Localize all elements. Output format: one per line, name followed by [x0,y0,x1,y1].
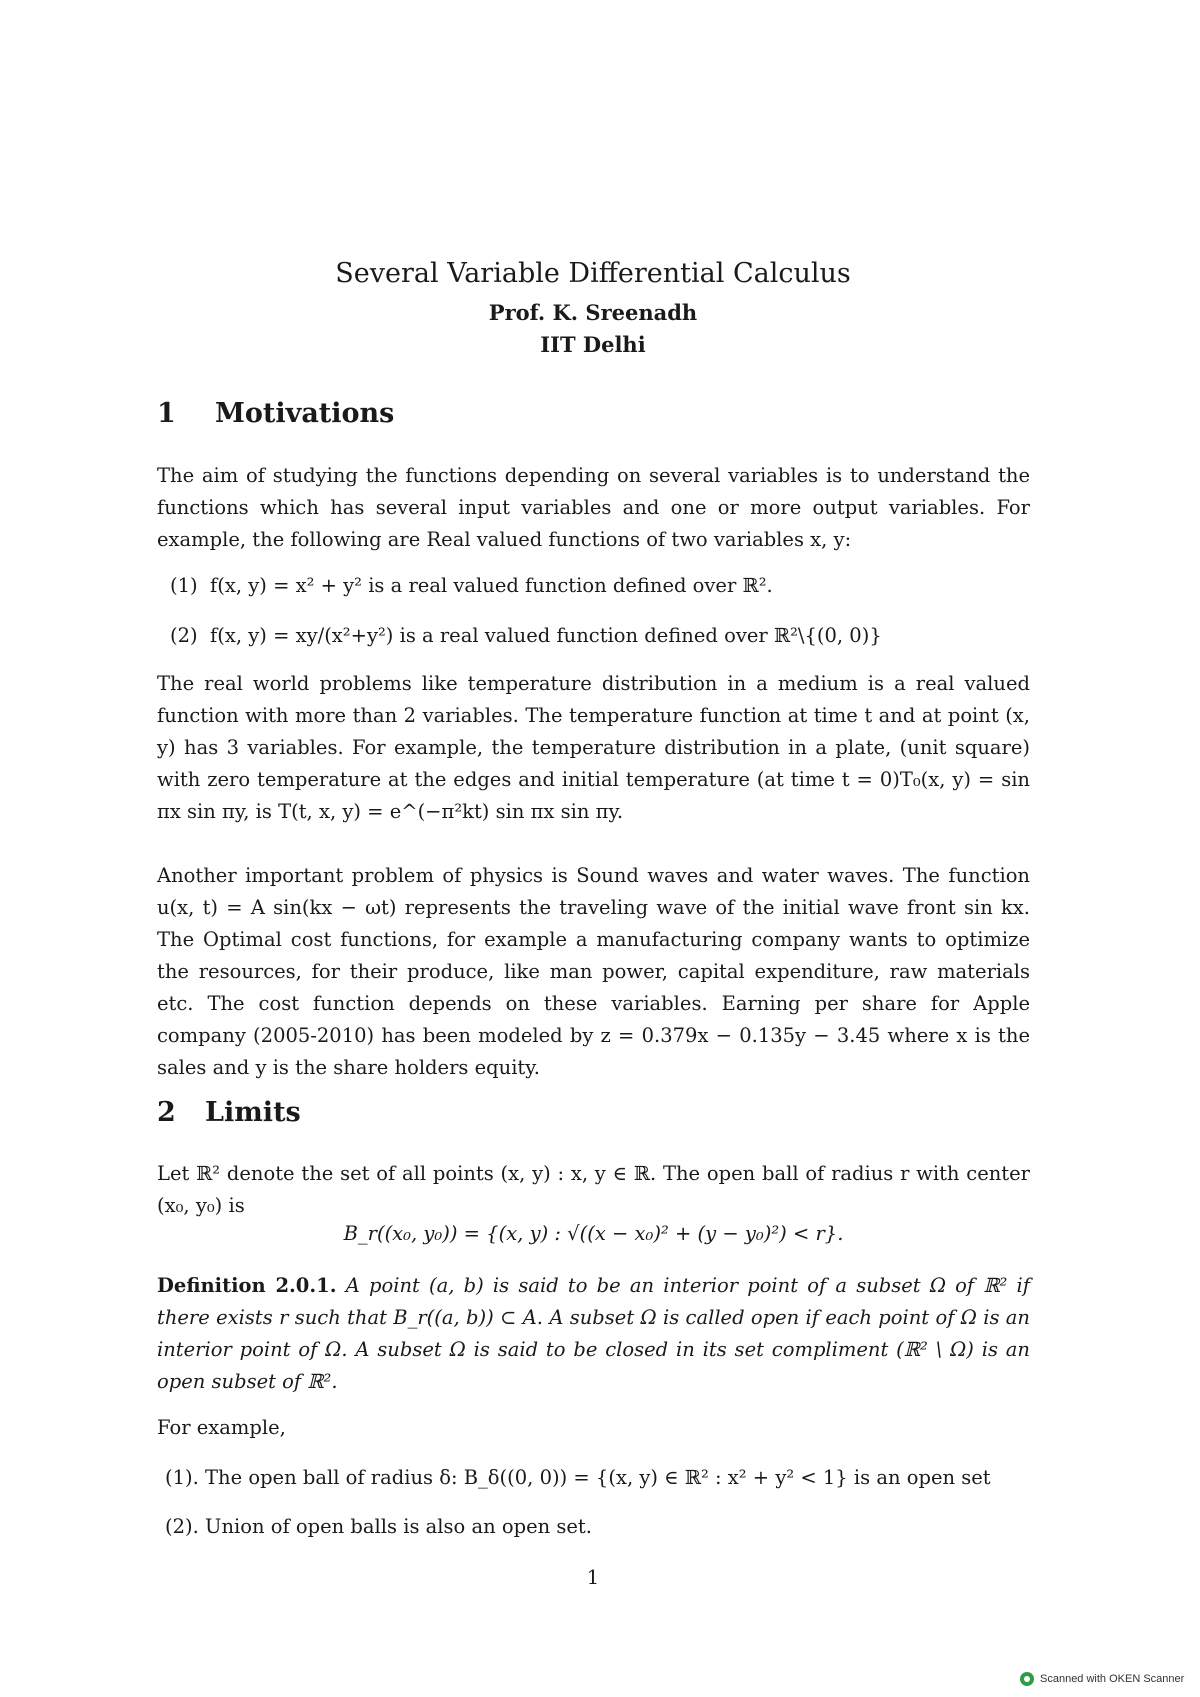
definition-text: A point (a, b) is said to be an interior point of a subset Ω of ℝ² if there exists r such that B_r((a, b)) ⊂ A. A subset Ω is called open if each point of Ω is an interior point of Ω. A subset Ω is said to be closed in its set compliment (ℝ² \ Ω) is an open subset of ℝ². [157,1274,1030,1393]
item-label: (2) [170,624,198,647]
motivation-item-2 [170,620,1030,652]
limits-paragraph-1: Let ℝ² denote the set of all points (x, y) : x, y ∈ ℝ. The open ball of radius r with center (x₀, y₀) is [157,1162,1030,1217]
motivation-item-1 [170,570,1030,602]
section-1-title: Motivations [215,398,395,429]
author-affiliation: IIT Delhi [540,332,646,357]
item-label: (2). [165,1515,199,1538]
section-1-number: 1 [157,398,176,429]
definition-2-0-1 [157,1270,1030,1398]
section-2-title: Limits [205,1097,301,1128]
scanner-text: Scanned with OKEN Scanner [1040,1672,1185,1685]
item-text: Union of open balls is also an open set. [205,1515,592,1538]
motivation-paragraph-2: The real world problems like temperature distribution in a medium is a real valued function with more than 2 variables. The temperature function at time t and at point (x, y) has 3 variables. For example, the temperature distribution in a plate, (unit square) with zero temperature at the edges and initial temperature (at time t = 0)T₀(x, y) = sin πx sin πy, is T(t, x, y) = e^(−π²kt) sin πx sin πy. [157,672,1030,823]
page-number: 1 [586,1566,600,1589]
section-2-number: 2 [157,1097,176,1128]
example-intro: For example, [157,1416,286,1439]
scanner-logo-icon [1020,1672,1034,1686]
item-label: (1). [165,1466,199,1489]
item-text: f(x, y) = xy/(x²+y²) is a real valued function defined over ℝ²\{(0, 0)} [210,624,882,647]
paper-title: Several Variable Differential Calculus [335,258,851,289]
open-ball-equation: B_r((x₀, y₀)) = {(x, y) : √((x − x₀)² + (y − y₀)²) < r}. [343,1222,844,1245]
author-name: Prof. K. Sreenadh [488,300,698,325]
definition-label: Definition 2.0.1. [157,1274,337,1297]
motivation-paragraph-3: Another important problem of physics is Sound waves and water waves. The function u(x, t) = A sin(kx − ωt) represents the traveling wave of the initial wave front sin kx. The Optimal cost functions, for example a manufacturing company wants to optimize the resources, for their produce, like man power, capital expenditure, raw materials etc. The cost function depends on these variables. Earning per share for Apple company (2005-2010) has been modeled by z = 0.379x − 0.135y − 3.45 where x is the sales and y is the share holders equity. [157,864,1030,1079]
example-item-2 [165,1511,1025,1543]
item-label: (1) [170,574,198,597]
item-text: f(x, y) = x² + y² is a real valued function defined over ℝ². [210,574,773,597]
item-text: The open ball of radius δ: B_δ((0, 0)) = {(x, y) ∈ ℝ² : x² + y² < 1} is an open set [205,1466,991,1489]
scanner-watermark [1020,1672,1184,1686]
example-item-1 [165,1462,1025,1494]
section-1-heading [157,398,394,429]
section-2-heading [157,1097,301,1128]
motivation-paragraph-1: The aim of studying the functions depending on several variables is to understand the functions which has several input variables and one or more output variables. For example, the following are Real valued functions of two variables x, y: [157,464,1030,551]
